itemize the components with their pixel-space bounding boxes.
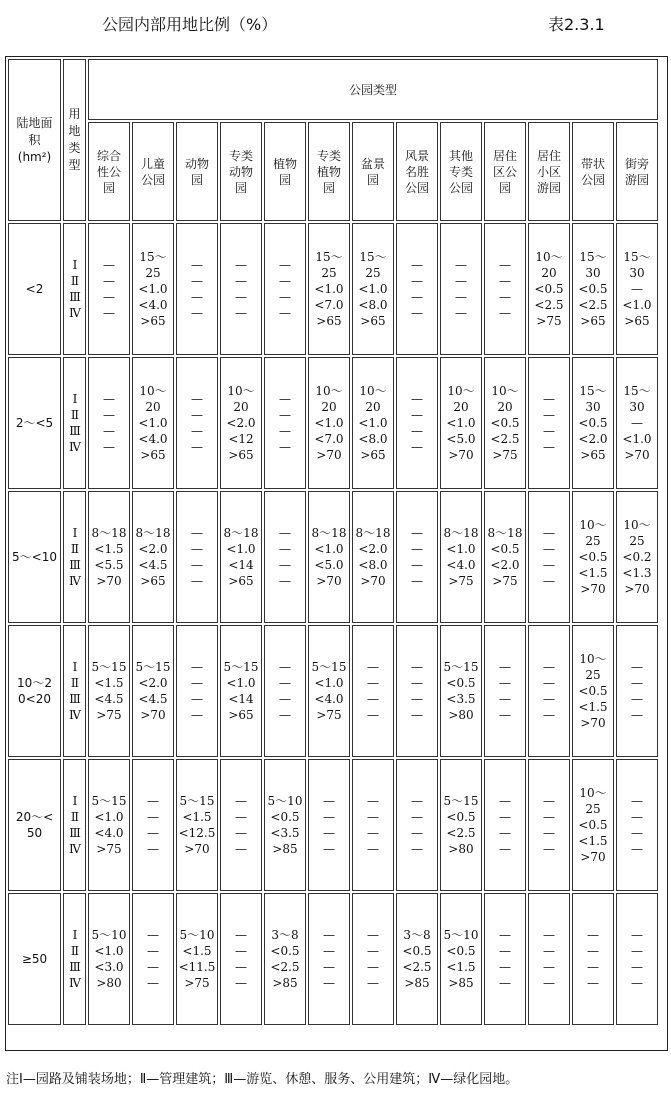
table-number: 表2.3.1 xyxy=(548,15,605,34)
park-type-header xyxy=(176,122,218,221)
ratio-cell: 10～20 <1.0 <5.0 >70 xyxy=(440,357,482,489)
table-row xyxy=(8,357,658,489)
ratio-cell: — — — — xyxy=(352,759,394,891)
ratio-cell: — — — — xyxy=(484,625,526,757)
park-type-label: 综合性公园 xyxy=(96,148,121,195)
ratio-cell: 8～18 <0.5 <2.0 >75 xyxy=(484,491,526,623)
ratio-cell: — — — — xyxy=(396,625,438,757)
ratio-cell: 5～10 <0.5 <1.5 >85 xyxy=(440,893,482,1025)
park-type-label: 街旁游园 xyxy=(624,156,649,187)
ratio-cell: — — — — xyxy=(528,759,570,891)
ratio-cell: — — — — xyxy=(220,893,262,1025)
park-type-header xyxy=(220,122,262,221)
ratio-cell: 10～20 <2.0 <12 >65 xyxy=(220,357,262,489)
ratio-cell: — — — — xyxy=(88,357,130,489)
table-footnote: 注Ⅰ—园路及铺装场地；Ⅱ—管理建筑；Ⅲ—游览、休憩、服务、公用建筑；Ⅳ—绿化园地。 xyxy=(6,1072,519,1087)
ratio-cell: — — — — xyxy=(484,759,526,891)
ratio-cell: 5～15 <1.0 <4.0 >75 xyxy=(308,625,350,757)
use-codes-cell: Ⅰ Ⅱ Ⅲ Ⅳ xyxy=(63,893,86,1025)
ratio-cell: — — — — xyxy=(264,223,306,355)
ratio-cell: — — — — xyxy=(528,625,570,757)
area-cell: ≥50 xyxy=(8,893,61,1025)
ratio-cell: — — — — xyxy=(528,357,570,489)
ratio-cell: 5～15 <0.5 <3.5 >80 xyxy=(440,625,482,757)
ratio-cell: — — — — xyxy=(220,223,262,355)
ratio-cell: 8～18 <1.0 <4.0 >75 xyxy=(440,491,482,623)
park-type-header xyxy=(396,122,438,221)
ratio-cell: 3～8 <0.5 <2.5 >85 xyxy=(264,893,306,1025)
ratio-cell: 10～25 <0.2 <1.3 >70 xyxy=(616,491,658,623)
table-row xyxy=(8,625,658,757)
use-codes-cell: Ⅰ Ⅱ Ⅲ Ⅳ xyxy=(63,759,86,891)
ratio-cell: — — — — xyxy=(88,223,130,355)
ratio-cell: 15～25 <1.0 <4.0 >65 xyxy=(132,223,174,355)
park-type-label: 儿童公园 xyxy=(140,156,165,187)
ratio-cell: — — — — xyxy=(176,357,218,489)
ratio-cell: — — — — xyxy=(352,893,394,1025)
ratio-cell: 10～20 <1.0 <4.0 >65 xyxy=(132,357,174,489)
ratio-cell: — — — — xyxy=(616,759,658,891)
ratio-cell: — — — — xyxy=(396,223,438,355)
ratio-cell: — — — — xyxy=(484,893,526,1025)
ratio-cell: — — — — xyxy=(396,759,438,891)
park-type-label: 植物园 xyxy=(272,156,297,187)
table-row xyxy=(8,893,658,1025)
ratio-cell: 10～25 <0.5 <1.5 >70 xyxy=(572,491,614,623)
park-type-header xyxy=(352,122,394,221)
park-type-label: 风景名胜公园 xyxy=(404,148,429,195)
ratio-cell: — — — — xyxy=(528,893,570,1025)
park-type-header xyxy=(88,122,130,221)
ratio-cell: 15～30 — <1.0 >70 xyxy=(616,357,658,489)
ratio-cell: — — — — xyxy=(132,759,174,891)
ratio-cell: — — — — xyxy=(176,625,218,757)
ratio-cell: — — — — xyxy=(220,759,262,891)
ratio-cell: 8～18 <2.0 <8.0 >70 xyxy=(352,491,394,623)
ratio-cell: 8～18 <1.5 <5.5 >70 xyxy=(88,491,130,623)
ratio-cell: 10～20 <1.0 <8.0 >65 xyxy=(352,357,394,489)
ratio-cell: — — — — xyxy=(176,491,218,623)
ratio-cell: 5～15 <0.5 <2.5 >80 xyxy=(440,759,482,891)
ratio-cell: — — — — xyxy=(264,625,306,757)
area-header xyxy=(8,59,61,221)
park-type-header xyxy=(132,122,174,221)
ratio-cell: — — — — xyxy=(484,223,526,355)
use-header-label: 用地类型 xyxy=(68,107,81,172)
table-row xyxy=(8,491,658,623)
ratio-cell: 10～20 <0.5 <2.5 >75 xyxy=(528,223,570,355)
ratio-cell: — — — — xyxy=(308,759,350,891)
ratio-cell: 10～25 <0.5 <1.5 >70 xyxy=(572,625,614,757)
ratio-cell: — — — — xyxy=(572,893,614,1025)
ratio-cell: — — — — xyxy=(264,491,306,623)
park-types-header: 公园类型 xyxy=(88,59,658,120)
area-cell: <2 xyxy=(8,223,61,355)
table-row xyxy=(8,759,658,891)
ratio-cell: — — — — xyxy=(396,491,438,623)
ratio-cell: — — — — xyxy=(528,491,570,623)
ratio-cell: 15～30 <0.5 <2.0 >65 xyxy=(572,357,614,489)
area-cell: 2～<5 xyxy=(8,357,61,489)
ratio-cell: 5～10 <1.0 <3.0 >80 xyxy=(88,893,130,1025)
ratio-cell: — — — — xyxy=(308,893,350,1025)
park-type-header xyxy=(528,122,570,221)
ratio-cell: 15～30 <0.5 <2.5 >65 xyxy=(572,223,614,355)
ratio-cell: 5～15 <1.5 <4.5 >75 xyxy=(88,625,130,757)
ratio-cell: 3～8 <0.5 <2.5 >85 xyxy=(396,893,438,1025)
park-type-header xyxy=(440,122,482,221)
area-header-label: 陆地面积(hm²) xyxy=(16,115,53,164)
ratio-cell: 5～15 <1.0 <4.0 >75 xyxy=(88,759,130,891)
ratio-cell: — — — — xyxy=(132,893,174,1025)
ratio-cell: 15～30 — <1.0 >65 xyxy=(616,223,658,355)
park-type-header xyxy=(484,122,526,221)
park-type-label: 专类动物园 xyxy=(228,148,253,195)
ratio-cell: — — — — xyxy=(616,893,658,1025)
table-title: 公园内部用地比例（%） xyxy=(102,15,278,34)
ratio-cell: — — — — xyxy=(352,625,394,757)
park-type-label: 动物园 xyxy=(184,156,209,187)
ratio-cell: — — — — xyxy=(440,223,482,355)
ratio-cell: — — — — xyxy=(616,625,658,757)
ratio-cell: — — — — xyxy=(176,223,218,355)
ratio-cell: 5～10 <0.5 <3.5 >85 xyxy=(264,759,306,891)
use-codes-cell: Ⅰ Ⅱ Ⅲ Ⅳ xyxy=(63,625,86,757)
park-type-header xyxy=(308,122,350,221)
ratio-cell: 5～15 <1.0 <14 >65 xyxy=(220,625,262,757)
park-type-label: 专类植物园 xyxy=(316,148,341,195)
ratio-cell: 8～18 <2.0 <4.5 >65 xyxy=(132,491,174,623)
ratio-cell: 5～15 <2.0 <4.5 >70 xyxy=(132,625,174,757)
use-codes-cell: Ⅰ Ⅱ Ⅲ Ⅳ xyxy=(63,357,86,489)
park-type-label: 居住小区游园 xyxy=(536,148,561,195)
use-codes-cell: Ⅰ Ⅱ Ⅲ Ⅳ xyxy=(63,223,86,355)
land-use-ratio-table xyxy=(6,57,660,1027)
ratio-cell: 5～15 <1.5 <12.5 >70 xyxy=(176,759,218,891)
ratio-cell: — — — — xyxy=(396,357,438,489)
ratio-cell: — — — — xyxy=(264,357,306,489)
area-cell: 20～<50 xyxy=(8,759,61,891)
ratio-cell: 8～18 <1.0 <14 >65 xyxy=(220,491,262,623)
ratio-cell: 8～18 <1.0 <5.0 >70 xyxy=(308,491,350,623)
park-type-header xyxy=(616,122,658,221)
ratio-cell: 10～20 <1.0 <7.0 >70 xyxy=(308,357,350,489)
park-type-label: 带状公园 xyxy=(580,156,605,187)
ratio-cell: 15～25 <1.0 <7.0 >65 xyxy=(308,223,350,355)
ratio-cell: 10～25 <0.5 <1.5 >70 xyxy=(572,759,614,891)
use-codes-cell: Ⅰ Ⅱ Ⅲ Ⅳ xyxy=(63,491,86,623)
use-header xyxy=(63,59,86,221)
ratio-cell: 10～20 <0.5 <2.5 >75 xyxy=(484,357,526,489)
park-type-header xyxy=(572,122,614,221)
area-cell: 10～20<20 xyxy=(8,625,61,757)
park-type-label: 其他专类公园 xyxy=(448,148,473,195)
park-type-label: 居住区公园 xyxy=(492,148,517,195)
park-type-header xyxy=(264,122,306,221)
ratio-cell: 15～25 <1.0 <8.0 >65 xyxy=(352,223,394,355)
park-type-label: 盆景园 xyxy=(360,156,385,187)
table-row xyxy=(8,223,658,355)
ratio-cell: 5～10 <1.5 <11.5 >75 xyxy=(176,893,218,1025)
area-cell: 5～<10 xyxy=(8,491,61,623)
